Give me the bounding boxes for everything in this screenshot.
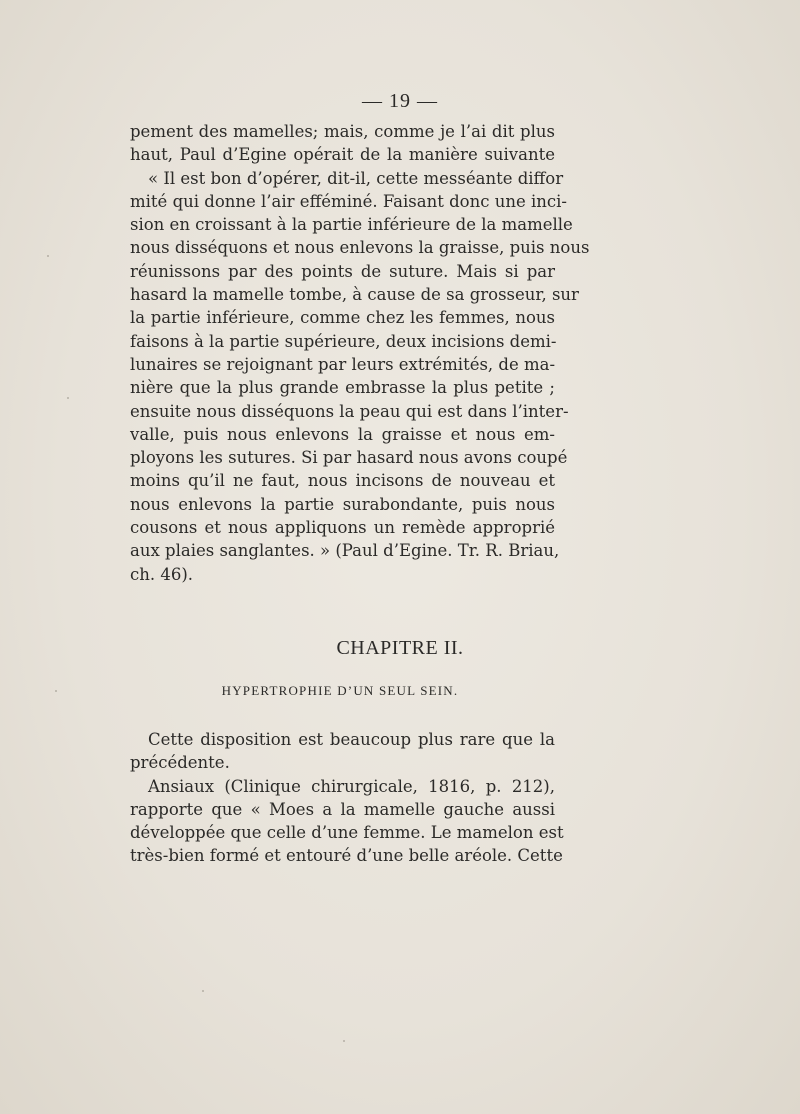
text-line: nière que la plus grande embrasse la plus petite ; — [130, 378, 555, 398]
paragraph-quote — [130, 120, 590, 586]
text-line: Cette disposition est beaucoup plus rare que la — [148, 730, 555, 749]
text-line: réunissons par des points de suture. Mais si par — [130, 261, 555, 281]
text-line: ch. 46). — [130, 564, 194, 584]
text-line: ensuite nous disséquons la peau qui est dans l’inter- — [130, 401, 569, 421]
text-line: ployons les sutures. Si par hasard nous avons coupé — [130, 448, 568, 468]
text-line: très-bien formé et entouré d’une belle aréole. Cette — [130, 846, 563, 866]
text-line: valle, puis nous enlevons la graisse et nous em- — [130, 424, 555, 444]
text-line: lunaires se rejoignant par leurs extrémités, de ma- — [130, 354, 556, 374]
text-line: moins qu’il ne faut, nous incisons de nouveau et — [130, 471, 555, 491]
text-line: sion en croissant à la partie inférieure de la mamelle — [130, 215, 573, 235]
text-line: nous enlevons la partie surabondante, puis nous — [130, 494, 555, 514]
text-line: « Il est bon d’opérer, dit-il, cette messéante diffor — [148, 168, 564, 188]
chapter-title: CHAPITRE II. — [336, 637, 464, 659]
text-line: hasard la mamelle tombe, à cause de sa grosseur, sur — [130, 285, 579, 305]
text-line: rapporte que « Moes a la mamelle gauche aussi — [130, 799, 555, 819]
text-line: développée que celle d’une femme. Le mamelon est — [130, 823, 564, 843]
paper-speck — [55, 690, 57, 692]
paragraph-body — [130, 728, 564, 868]
text-line: nous disséquons et nous enlevons la graisse, puis nous — [130, 238, 590, 258]
text-line: mité qui donne l’air efféminé. Faisant donc une inci- — [130, 191, 567, 211]
text-line: Ansiaux (Clinique chirurgicale, 1816, p. 212), — [148, 776, 555, 796]
paper-speck — [202, 990, 204, 992]
paper-speck — [67, 397, 69, 399]
chapter-subtitle: HYPERTROPHIE D’UN SEUL SEIN. — [221, 683, 459, 698]
text-line: faisons à la partie supérieure, deux incisions demi- — [130, 331, 557, 351]
page-number: — 19 — — [362, 90, 438, 112]
text-line: aux plaies sanglantes. » (Paul d’Egine. Tr. R. Briau, — [130, 541, 560, 561]
text-line: la partie inférieure, comme chez les femmes, nous — [130, 308, 555, 328]
text-line: pement des mamelles; mais, comme je l’ai dit plus — [130, 122, 555, 141]
paper-speck — [343, 1040, 345, 1042]
paper-speck — [47, 255, 49, 257]
text-line: cousons et nous appliquons un remède approprié — [130, 518, 555, 538]
text-line: précédente. — [130, 753, 230, 773]
text-line: haut, Paul d’Egine opérait de la manière suivante — [130, 145, 555, 165]
